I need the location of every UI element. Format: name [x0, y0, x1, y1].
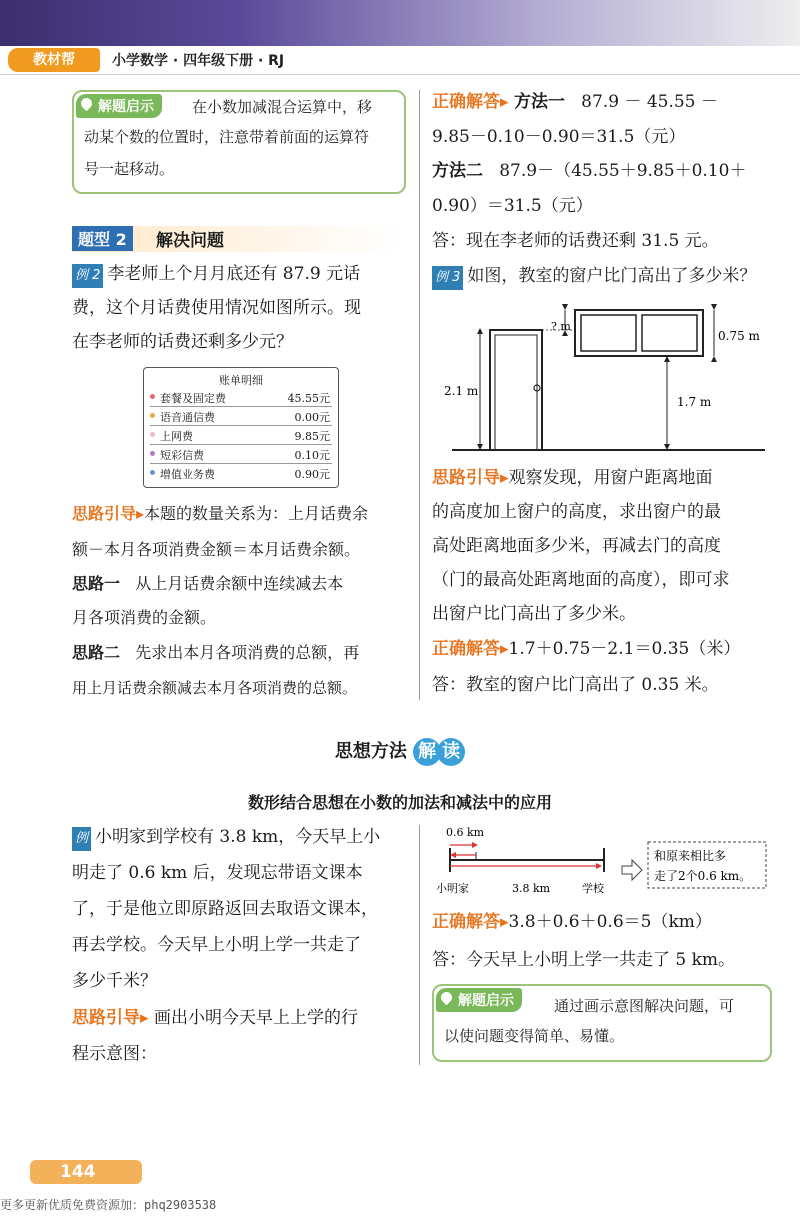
label-win-ground: 1.7 m	[677, 395, 712, 409]
route-diagram	[432, 822, 772, 900]
location-pin-icon	[79, 96, 95, 112]
guide2-label: 思路引导	[72, 504, 137, 523]
label-door-h: 2.1 m	[444, 384, 479, 398]
bill-table	[143, 367, 339, 488]
bill-row: 语音通信费 0.00元	[150, 407, 332, 426]
header-title: 小学数学 · 四年级下册 · RJ	[112, 53, 285, 69]
tip-label-1: 解题启示	[76, 94, 162, 118]
guide2-idea1: 思路一 从上月话费余额中连续减去本	[72, 574, 344, 593]
answer3-final: 答：教室的窗户比门高出了 0.35 米。	[432, 675, 719, 695]
example3-line: 例 3 如图，教室的窗户比门高出了多少米？	[432, 264, 756, 290]
example4-line-3: 了，于是他立即原路返回去取语文课本，	[72, 899, 378, 919]
bullet-icon	[150, 413, 155, 418]
tip1-line-2: 动某个数的位置时，注意带着前面的运算符	[84, 128, 370, 146]
example2-line-1: 例 2 李老师上个月月底还有 87.9 元话	[72, 262, 360, 288]
bill-row: 上网费 9.85元	[150, 426, 332, 445]
bill-row: 增值业务费 0.90元	[150, 464, 332, 482]
tip1-line-3: 号一起移动。	[84, 160, 175, 178]
bullet-icon	[150, 432, 155, 437]
answer2-final: 答：现在李老师的话费还剩 31.5 元。	[432, 231, 719, 251]
arrow-right-icon	[622, 860, 642, 880]
example2-line-2: 费，这个月话费使用情况如图所示。现	[72, 298, 361, 318]
answer2-line-2: 9.85－0.10－0.90＝31.5（元）	[432, 127, 686, 147]
guide3-line-2: 的高度加上窗户的高度，求出窗户的最	[432, 502, 721, 522]
answer3-line: 正确解答▸1.7＋0.75－2.1＝0.35（米）	[432, 639, 741, 659]
guide4-line-2: 程示意图：	[72, 1044, 157, 1064]
section-title: 思想方法 解 读	[0, 737, 800, 766]
example2-label: 例 2	[72, 264, 103, 288]
guide3-line-4: （门的最高处距离地面的高度），即可求	[432, 570, 730, 590]
answer4-line: 正确解答▸3.8＋0.6＋0.6＝5（km）	[432, 912, 712, 932]
tip-box-2	[432, 984, 772, 1062]
guide3-line-1: 思路引导▸观察发现，用窗户距离地面	[432, 468, 713, 488]
guide2-line-1: 思路引导▸本题的数量关系为：上月话费余	[72, 504, 369, 523]
guide2-idea2: 思路二 先求出本月各项消费的总额，再	[72, 643, 360, 662]
bullet-icon	[150, 470, 155, 475]
page-number: 144	[60, 1162, 96, 1182]
tip2-line-1: 通过画示意图解决问题，可	[554, 997, 735, 1015]
route-school: 学校	[582, 882, 604, 895]
answer4-final: 答：今天早上小明上学一共走了 5 km。	[432, 950, 736, 970]
bullet-icon	[150, 451, 155, 456]
example4-line-1: 例 小明家到学校有 3.8 km，今天早上小	[72, 825, 380, 851]
label-win-h: 0.75 m	[718, 329, 760, 343]
example4-line-2: 明走了 0.6 km 后，发现忘带语文课本	[72, 863, 363, 883]
column-divider	[419, 90, 420, 700]
tip-box-1	[72, 90, 406, 194]
route-dist: 3.8 km	[512, 882, 551, 895]
example2-line-3: 在李老师的话费还剩多少元？	[72, 332, 293, 352]
answer2-line-1: 正确解答▸ 方法一 87.9 － 45.55 －	[432, 92, 718, 112]
bill-title: 账单明细	[219, 374, 263, 387]
guide4-line-1: 思路引导▸ 画出小明今天早上上学的行	[72, 1008, 358, 1028]
header-banner	[0, 0, 800, 46]
tip1-line-1: 在小数加减混合运算中，移	[192, 98, 373, 116]
guide3-line-5: 出窗户比门高出了多少米。	[432, 604, 636, 624]
header-badge: 教材帮	[8, 48, 100, 72]
bill-row: 短彩信费 0.10元	[150, 445, 332, 464]
location-pin-icon	[439, 990, 455, 1006]
section-subtitle: 数形结合思想在小数的加法和减法中的应用	[247, 793, 552, 812]
guide3-line-3: 高处距离地面多少米，再减去门的高度	[432, 536, 721, 556]
example4-line-4: 再去学校。今天早上小明上学一共走了	[72, 935, 361, 955]
answer2-line-4: 0.90）＝31.5（元）	[432, 196, 593, 216]
bill-row: 套餐及固定费 45.55元	[150, 388, 332, 407]
guide2-line-2: 额－本月各项消费金额＝本月话费余额。	[72, 540, 361, 559]
answer2-line-3: 方法二 87.9－（45.55＋9.85＋0.10＋	[432, 161, 747, 181]
column-divider-2	[419, 825, 420, 1065]
type-name: 解决问题	[156, 231, 224, 251]
route-seg: 0.6 km	[446, 826, 485, 839]
bullet-icon	[150, 394, 155, 399]
route-home: 小明家	[436, 882, 469, 895]
route-note-1: 和原来相比多	[654, 849, 727, 863]
tip2-line-2: 以使问题变得简单、易懂。	[444, 1027, 625, 1045]
tip-label-2: 解题启示	[436, 988, 522, 1012]
page-number-badge	[30, 1160, 142, 1184]
guide2-idea1-line2: 月各项消费的金额。	[72, 608, 217, 627]
example4-line-5: 多少千米？	[72, 971, 157, 991]
door-window-diagram	[440, 298, 780, 460]
footer-text: 更多更新优质免费资源加：phq2903538	[0, 1198, 217, 1212]
guide2-idea2-line2: 用上月话费余额减去本月各项消费的总额。	[72, 679, 358, 697]
type-badge: 题型 2	[72, 226, 133, 251]
route-note-2: 走了2个0.6 km。	[654, 869, 752, 883]
label-q: ? m	[551, 320, 571, 333]
